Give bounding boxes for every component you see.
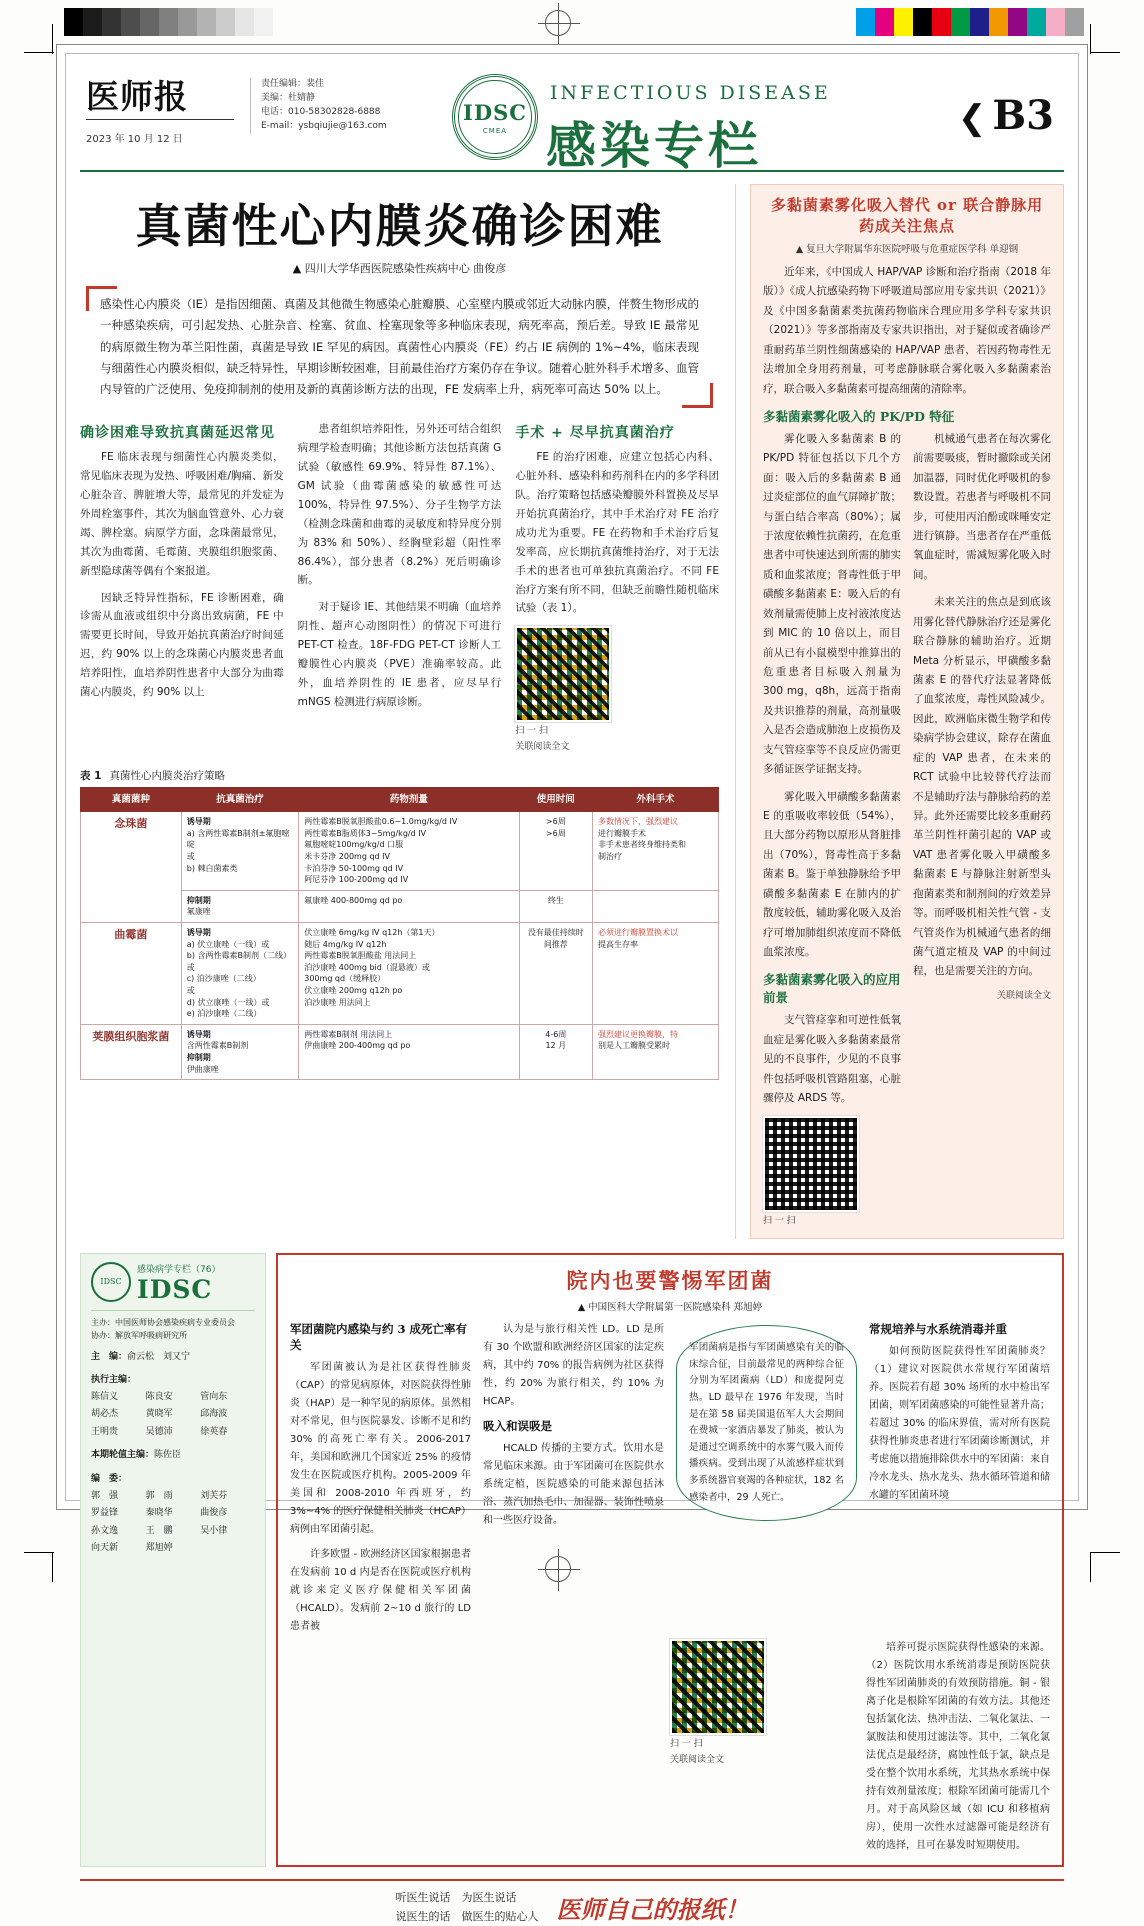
column-1-para-1: FE 临床表现与细菌性心内膜炎类似，常见临床表现为发热、呼吸困难/胸痛、新发心脏杂音、脾脏增大等，最常见的并发症为外周栓塞事件，其次为脑血管意外、心力衰竭、脾栓塞。病原学方面，念珠菌最常见，其次为曲霉菌、毛霉菌、夹膜组织胞浆菌、新型隐球菌等偶有个案报道。 bbox=[80, 451, 284, 577]
sidebar-heading: 多黏菌素雾化吸入替代 or 联合静脉用药成关注焦点 bbox=[770, 196, 1044, 235]
grayscale-calibration-bar bbox=[64, 8, 273, 36]
masthead bbox=[80, 64, 1064, 175]
table-cell-surg: 强烈建议更换瓣膜，特 别是人工瓣膜受累时 bbox=[593, 1024, 719, 1079]
editor-name: 黄晓军 bbox=[145, 1409, 173, 1420]
chief-editor-names: 俞云松 刘又宁 bbox=[127, 1351, 191, 1362]
editor-line: 责任编辑：裴佳 bbox=[261, 79, 325, 89]
column-series-title: 感染病学专栏（76） bbox=[137, 1265, 221, 1276]
qr-scan-label: 扫 一 扫 bbox=[515, 726, 549, 737]
calibration-swatch-2 bbox=[894, 8, 913, 36]
calibration-swatch-10 bbox=[1046, 8, 1065, 36]
editorial-board-box bbox=[80, 1253, 266, 1867]
editor-name: 徐英春 bbox=[200, 1426, 228, 1437]
main-article bbox=[80, 184, 736, 1239]
email-line: E-mail：ysbqiujie@163.com bbox=[261, 120, 387, 131]
rotating-editor-name: 陈佐臣 bbox=[154, 1450, 182, 1461]
editor-name: 曲俊彦 bbox=[200, 1508, 228, 1519]
idsc-seal-text: IDSC bbox=[463, 99, 527, 125]
sidebar-s1-para-2: 雾化吸入甲磺酸多黏菌素 E 的重吸收率较低（54%），且大部分药物以原形从肾脏排出（70%），肾毒性高于多黏菌素 B。鉴于单独静脉给予甲磺酸多黏菌素 E 在肺内的扩散度较低，辅助雾化吸入及治疗可增加肺组织浓度而不降低血浆浓度。 bbox=[762, 790, 901, 958]
legionella-col-4 bbox=[869, 1321, 1050, 1643]
editor-name: 邱海波 bbox=[200, 1409, 228, 1420]
table-cell-species: 荚膜组织胞浆菌 bbox=[81, 1024, 182, 1079]
calibration-swatch-5 bbox=[159, 8, 178, 36]
editor-name: 向天新 bbox=[91, 1543, 119, 1554]
footer-brush-slogan: 医师自己的报纸！ bbox=[556, 1895, 749, 1925]
table-cell-dur: >6周 >6周 bbox=[519, 812, 592, 891]
table-cell-dose: 两性霉素B脱氧胆酸盐0.6~1.0mg/kg/d IV 两性霉素B脂质体3~5mg/kg/d IV 氟胞嘧啶100mg/kg/d 口服 米卡芬净 200mg qd IV 卡泊芬净 50-100mg qd IV 阿尼芬净 100-200mg qd IV bbox=[299, 812, 519, 891]
logo-divider bbox=[86, 119, 234, 120]
sidebar-lead: 近年来，《中国成人 HAP/VAP 诊断和治疗指南（2018 年版）》《成人抗感染药物下呼吸道局部应用专家共识（2021）》及《中国多黏菌素类抗菌药物临床合理应用多学科专家共识（2021）》等多部指南及专家共识指出，对于疑似或者确诊严重耐药革兰阴性细菌感染的 HAP/VAP 患者，若因药物毒性无法增加全身用药剂量，可考虑静脉联合雾化吸入多黏菌素治疗，联合吸入多黏菌素可提高细菌的清除率。 bbox=[762, 266, 1051, 395]
sidebar-section-2-heading: 多黏菌素雾化吸入的应用前景 bbox=[762, 972, 901, 1006]
table-cell-surg: 多数情况下，强烈建议 进行瓣膜手术 非手术患者终身维持类和 制治疗 bbox=[593, 812, 719, 891]
th-duration: 使用时间 bbox=[519, 787, 592, 812]
calibration-swatch-7 bbox=[989, 8, 1008, 36]
editor-name: 管向东 bbox=[200, 1391, 228, 1402]
sidebar-s1-para-1: 雾化吸入多黏菌素 B 的 PK/PD 特征包括以下几个方面：吸入后的多黏菌素 B 通过炎症部位的血气屏障扩散；与蛋白结合率高（80%）；属于浓度依赖性抗菌药，在危重患者中可快速达到所需的肺实质和血浆浓度；肾毒性低于甲磺酸多黏菌素 E：吸入后的有效剂量需使肺上皮衬液浓度达到 MIC 的 10 倍以上，而目前从已有小鼠模型中推算出的危重患者目标吸入剂量为 300 mg，q8h，远高于指南及共识推荐的剂量，高剂量吸入是否会造成肺泡上皮损伤及支气管痉挛等不良反应仍需更多循证医学证据支持。 bbox=[762, 432, 901, 776]
calibration-swatch-7 bbox=[197, 8, 216, 36]
qr-caption: 关联阅读全文 bbox=[515, 741, 570, 752]
table-cell-dur: 终生 bbox=[519, 890, 592, 922]
calibration-swatch-3 bbox=[121, 8, 140, 36]
exec-editor-names bbox=[91, 1389, 255, 1442]
legionella-col-3 bbox=[676, 1321, 857, 1643]
editors-names bbox=[91, 1488, 255, 1558]
legionella-col3-heading: 常规培养与水系统消毒并重 bbox=[869, 1322, 1007, 1337]
article-column-1 bbox=[80, 420, 284, 753]
crop-mark-bottom-left-v bbox=[52, 1552, 53, 1582]
table-cell-species: 念珠菌 bbox=[81, 812, 182, 923]
table-row bbox=[81, 1024, 719, 1079]
legionella-col-4-cont bbox=[866, 1639, 1050, 1855]
table-cell-dur: 4-6周 12 月 bbox=[519, 1024, 592, 1079]
table-caption-text: 真菌性心内膜炎治疗策略 bbox=[109, 769, 225, 782]
calibration-swatch-2 bbox=[102, 8, 121, 36]
section-title-english: INFECTIOUS DISEASE bbox=[550, 82, 831, 104]
registration-target-top bbox=[545, 10, 571, 36]
article-byline bbox=[80, 260, 719, 276]
legionella-col2-subheading: 吸入和误吸是 bbox=[483, 1419, 552, 1434]
th-species: 真菌菌种 bbox=[81, 787, 182, 812]
table-cell-phase: 诱导期 含两性霉素B制剂 抑制期 伊曲康唑 bbox=[181, 1024, 299, 1079]
rotating-editor-label: 本期轮值主编： bbox=[91, 1450, 155, 1461]
exec-editor-label: 执行主编： bbox=[91, 1374, 137, 1385]
crop-mark-bottom-left-h bbox=[24, 1552, 54, 1553]
column-1-heading: 确诊困难导致抗真菌延迟常见 bbox=[80, 425, 275, 442]
sidebar-right-subcol bbox=[913, 430, 1051, 1228]
sidebar-left-subcol bbox=[763, 430, 901, 1228]
calibration-swatch-9 bbox=[235, 8, 254, 36]
table-cell-phase: 诱导期 a) 含两性霉素B制剂±氟胞嘧啶 或 b) 棘白菌素类 bbox=[181, 812, 299, 891]
table-cell-dose: 伏立康唑 6mg/kg IV q12h（第1天） 随后 4mg/kg IV q12h 两性霉素B脱氧胆酸盐 用法同上 泊沙康唑 400mg bid（混悬液）或 300mg qd（缓释胶） 伏立康唑 200mg q12h po 泊沙康唑 用法同上 bbox=[299, 923, 519, 1025]
treatment-strategy-table bbox=[80, 787, 719, 1081]
crop-mark-top-right-v bbox=[1090, 24, 1091, 54]
editor-name: 陈良安 bbox=[145, 1391, 173, 1402]
editor-name: 郭 强 bbox=[91, 1490, 119, 1501]
table-row bbox=[81, 812, 719, 891]
calibration-swatch-11 bbox=[1065, 8, 1084, 36]
article-column-3 bbox=[515, 420, 719, 753]
crop-mark-top-left-v bbox=[52, 24, 53, 54]
th-antifungal: 抗真菌治疗 bbox=[181, 787, 299, 812]
table-body bbox=[81, 812, 719, 1080]
table-header-row bbox=[81, 787, 719, 812]
paper-name: 医师报 bbox=[86, 77, 188, 116]
byline-text: 四川大学华西医院感染性疾病中心 曲俊彦 bbox=[304, 262, 507, 275]
chevron-left-icon: ❮ bbox=[957, 98, 987, 138]
editorial-contact bbox=[250, 78, 387, 134]
newspaper-page bbox=[56, 44, 1088, 1925]
column-1-para-2: 因缺乏特异性指标，FE 诊断困难，确诊需从血液或组织中分离出致病菌，FE 中需要更长时间，导致开始抗真菌治疗时间延迟，约 90% 以上的念珠菌心内膜炎患者血培养阳性，血培养阴性患者中大部分为曲霉菌心内膜炎，约 90% 以上 bbox=[80, 591, 284, 699]
qr-scan-label: 扫 一 扫 bbox=[762, 1216, 796, 1227]
legionella-col4-para-1: 培养可提示医院获得性感染的来源。（2）医院饮用水系统消毒是预防医院获得性军团菌肺炎的有效预防措施。铜 - 银离子化是根除军团菌的有效方法。其他还包括氯化法、热冲击法、二氧化氯法、一氯胺法和使用过滤法等。其中，二氧化氯法优点是最经济，腐蚀性低于氯，缺点是受在整个饮用水系统，尤其热水系统中保持有效剂量浓度；根除军团菌可能需几个月。对于高风险区域（如 ICU 和移植病房），使用一次性水过滤器可能是经济有效的选择，且可在暴发时短期使用。 bbox=[866, 1642, 1050, 1852]
sidebar-right-para-1: 机械通气患者在每次雾化前需要吸痰，暂时撤除或关闭加温器，同时优化呼吸机的参数设置。若患者与呼吸机不同步，可使用丙泊酚或咪唾安定进行镇静。当患者存在严重低氧血症时，需减短雾化吸入时间。 bbox=[912, 432, 1051, 581]
calibration-swatch-1 bbox=[875, 8, 894, 36]
qr-code-icon[interactable] bbox=[763, 1116, 859, 1212]
legionella-col-2 bbox=[483, 1321, 664, 1643]
calibration-swatch-0 bbox=[64, 8, 83, 36]
table-cell-surg bbox=[593, 890, 719, 922]
idsc-emblem-icon: IDSC bbox=[91, 1262, 131, 1302]
table-row bbox=[81, 923, 719, 1025]
table-cell-dur: 没有最佳持续时 间推荐 bbox=[519, 923, 592, 1025]
qr-caption: 关联阅读全文 bbox=[670, 1754, 725, 1765]
editor-name: 秦晓华 bbox=[145, 1508, 173, 1519]
page-number bbox=[958, 92, 1054, 139]
legionella-col2-para-1: 认为是与旅行相关性 LD。LD 是所有 30 个欧盟和欧洲经济区国家的法定疾病，其中约 70% 的报告病例为社区获得性，约 20% 为旅行相关，约 10% 为 HCAP。 bbox=[483, 1324, 664, 1408]
editor-name: 刘芙芬 bbox=[200, 1490, 228, 1501]
crop-mark-bottom-right-v bbox=[1090, 1552, 1091, 1582]
calibration-swatch-8 bbox=[216, 8, 235, 36]
sidebar-qr-caption: 关联阅读全文 bbox=[996, 990, 1051, 1001]
legionella-pullquote: 军团菌病是指与军团菌感染有关的临床综合征，目前最常见的两种综合征分别为军团菌病（LD）和庞提阿克热。LD 最早在 1976 年发现，当时是在第 58 届美国退伍军人大会期间在费城一家酒店暴发了肺炎，被认为是通过空调系统中的水雾气吸入而传播疾病。受到出现了从流感样症状到多系统器官衰竭的各种症状，182 名感染者中，29 人死亡。 bbox=[676, 1325, 857, 1521]
editor-name: 孙文逸 bbox=[91, 1525, 119, 1536]
editor-name: 王明贵 bbox=[91, 1426, 119, 1437]
article-lead: 感染性心内膜炎（IE）是指因细菌、真菌及其他微生物感染心脏瓣膜、心室壁内膜或邻近大动脉内膜，伴赘生物形成的一种感染疾病，可引起发热、心脏杂音、栓塞、贫血、栓塞现象等多种临床表现，病死率高，预后差。导致 IE 最常见的病原微生物为革兰阳性菌，真菌是导致 IE 罕见的病因。真菌性心内膜炎（FE）约占 IE 病例的 1%~4%，临床表现与细菌性心内膜炎相似，缺乏特异性，早期诊断较困难，目前最佳治疗方案仍存在争议。随着心脏外科手术增多、血管内导管的广泛使用、免疫抑制剂的使用及新的真菌诊断方法的出现，FE 发病率上升，病死率可高达 50% 以上。 bbox=[86, 286, 713, 408]
calibration-swatch-10 bbox=[254, 8, 273, 36]
issue-date: 2023 年 10 月 12 日 bbox=[86, 134, 183, 145]
calibration-swatch-6 bbox=[178, 8, 197, 36]
qr-code-icon[interactable] bbox=[515, 626, 611, 722]
sidebar-article bbox=[736, 184, 1064, 1239]
editor-name: 陈信义 bbox=[91, 1391, 119, 1402]
legionella-qr-block[interactable] bbox=[670, 1639, 854, 1855]
paper-logo bbox=[86, 77, 236, 145]
cmea-seal-text: CMEA bbox=[482, 126, 508, 135]
article-headline: 真菌性心内膜炎确诊困难 bbox=[135, 199, 664, 253]
column-2-para-1: 患者组织培养阳性，另外还可结合组织病理学检查明确；其他诊断方法包括真菌 G 试验（敏感性 69.9%、特异性 87.1%）、GM 试验（曲霉菌感染的敏感性可达 100%，特异性 97.5%）、分子生物学方法（检测念珠菌和曲霉的灵敏度和特异度分别为 83% 和 50%）、经胸壁彩超（阳性率 86.4%），部分患者（8.2%）死后明确诊断。 bbox=[297, 423, 502, 587]
table-cell-dose: 氟康唑 400-800mg qd po bbox=[299, 890, 519, 922]
legionella-article bbox=[276, 1253, 1064, 1867]
th-surgery: 外科手术 bbox=[593, 787, 719, 812]
staff-list bbox=[91, 1349, 255, 1558]
editor-name: 吴德沛 bbox=[145, 1426, 173, 1437]
table-cell-dose: 两性霉素B制剂 用法同上 伊曲康唑 200-400mg qd po bbox=[299, 1024, 519, 1079]
idsc-column-logo bbox=[91, 1262, 255, 1311]
calibration-swatch-9 bbox=[1027, 8, 1046, 36]
page-number-label: B3 bbox=[992, 92, 1054, 139]
calibration-swatch-0 bbox=[856, 8, 875, 36]
host-line-2: 协办：解放军呼吸病研究所 bbox=[91, 1330, 187, 1340]
footer-slogan-line-1: 听医生说话 为医生说话 bbox=[395, 1891, 517, 1905]
legionella-col-1 bbox=[290, 1321, 471, 1643]
phone-line: 电话：010-58302828-6888 bbox=[261, 106, 381, 117]
sidebar-section-1-heading: 多黏菌素雾化吸入的 PK/PD 特征 bbox=[762, 408, 955, 424]
column-2-para-2: 对于疑诊 IE、其他结果不明确（血培养阴性、超声心动图阴性）的情况下可进行 PET-CT 检查。18F-FDG PET-CT 诊断人工瓣膜性心内膜炎（PVE）准确率较高。此外，血培养阴性的 IE 患者，应尽早行 mNGS 检测进行病原诊断。 bbox=[297, 601, 502, 708]
editor-name: 郑旭婷 bbox=[145, 1543, 173, 1554]
table-cell-phase: 诱导期 a) 伏立康唑（一线）或 b) 含两性霉素B制剂（二线）或 c) 泊沙康唑（二线） 或 d) 伏立康唑（一线）或 e) 泊沙康唑（二线） bbox=[181, 923, 299, 1025]
color-calibration-bar bbox=[856, 8, 1084, 36]
legionella-col1-para-2: 许多欧盟 - 欧洲经济区国家根据患者在发病前 10 d 内是否在医院或医疗机构就诊来定义医疗保健相关军团菌（HCALD）。发病前 2~10 d 旅行的 LD 患者被 bbox=[290, 1549, 471, 1633]
calibration-swatch-4 bbox=[932, 8, 951, 36]
polymyxin-box bbox=[750, 184, 1064, 1239]
footer-slogan bbox=[396, 1889, 539, 1926]
table-cell-surg: 必须进行瓣膜置换术以 提高生存率 bbox=[593, 923, 719, 1025]
crop-mark-bottom-right-h bbox=[1090, 1552, 1120, 1553]
calibration-swatch-1 bbox=[83, 8, 102, 36]
sidebar-qr-block[interactable] bbox=[763, 1116, 901, 1228]
article-qr-block[interactable] bbox=[515, 626, 719, 753]
calibration-swatch-6 bbox=[970, 8, 989, 36]
editor-name: 王 鹏 bbox=[145, 1525, 173, 1536]
calibration-swatch-4 bbox=[140, 8, 159, 36]
qr-scan-label: 扫 一 扫 bbox=[670, 1739, 703, 1750]
table-caption-label: 表 1 bbox=[80, 769, 102, 782]
calibration-swatch-8 bbox=[1008, 8, 1027, 36]
crop-mark-top-left-h bbox=[24, 52, 54, 53]
section-title-chinese: 感染专栏 bbox=[546, 116, 762, 175]
triangle-bullet-icon: ▲ bbox=[292, 262, 302, 275]
column-3-heading: 手术 + 尽早抗真菌治疗 bbox=[515, 425, 675, 442]
qr-code-icon[interactable] bbox=[670, 1639, 766, 1735]
legionella-byline: ▲ 中国医科大学附属第一医院感染科 郑旭婷 bbox=[577, 1302, 763, 1314]
sidebar-s2-para-1: 支气管痉挛和可逆性低氧血症是雾化吸入多黏菌素最常见的不良事件，少见的不良事件包括呼吸机管路阻塞，心脏骤停及 ARDS 等。 bbox=[762, 1014, 901, 1105]
editor-name: 吴小律 bbox=[200, 1525, 228, 1536]
calibration-swatch-5 bbox=[951, 8, 970, 36]
table-cell-phase: 抑制期 氟康唑 bbox=[181, 890, 299, 922]
sidebar-right-para-2: 未来关注的焦点是到底该用雾化替代静脉治疗还是雾化联合静脉的辅助治疗。近期 Meta 分析显示，甲磺酸多黏菌素 E 的替代疗法显著降低了血浆浓度，毒性风险减少。因此，欧洲临床微生物学和传染病学协会建议，除存在菌血症的 VAP 患者，在未来的 RCT 试验中比较替代疗法而不是辅助疗法与静脉给药的差异。此外还需要比较多重耐药革兰阴性杆菌引起的 VAP 或 VAT 患者雾化吸入甲磺酸多黏菌素 E 与静脉注射新型头孢菌素类和制剂间的疗效差异等。而呼吸机相关性气管 - 支气管炎作为机械通气患者的细菌气道定植及 VAP 的中间过程，也是需要关注的方向。 bbox=[912, 596, 1051, 978]
chief-editor-label: 主 编： bbox=[91, 1351, 128, 1362]
editors-label: 编 委： bbox=[91, 1473, 128, 1484]
host-line-1: 主办：中国医师协会感染疾病专业委员会 bbox=[91, 1318, 235, 1328]
calibration-swatch-3 bbox=[913, 8, 932, 36]
idsc-seal-logo bbox=[452, 74, 538, 160]
article-column-2 bbox=[298, 420, 502, 753]
column-3-para-1: FE 的治疗困难，应建立包括心内科、心脏外科、感染科和药剂科在内的多学科团队。治疗策略包括感染瓣膜外科置换及尽早开始抗真菌治疗，其中手术治疗对 FE 治疗成功尤为重要。FE 在药物和手术治疗后复发率高，应长期抗真菌维持治疗，对于无法手术的患者也可单独抗真菌治疗。不同 FE 治疗方案有所不同，但缺乏前瞻性随机临床试验（表 1）。 bbox=[515, 451, 719, 615]
footer-slogan-line-2: 说医生的话 做医生的贴心人 bbox=[395, 1909, 539, 1923]
table-cell-species: 曲霉菌 bbox=[81, 923, 182, 1025]
th-dose: 药物剂量 bbox=[299, 787, 519, 812]
legionella-col2-para-2: HCALD 传播的主要方式。饮用水是常见临床来源。由于军团菌可在医院供水系统定植，医院感染的可能来源包括沐浴、蒸汽加热毛巾、加湿器、装饰性喷泉和一些医疗设备。 bbox=[483, 1443, 664, 1527]
table-caption bbox=[80, 768, 719, 783]
legionella-col1-para-1: 军团菌被认为是社区获得性肺炎（CAP）的常见病原体，对医院获得性肺炎（HAP）是一种罕见的病原体。虽然相对不常见，但与医院暴发、诊断不足和约 30% 的高死亡率有关。2006-2017 年，美国和欧洲几个国家近 25% 的疫情发生在医院或医疗机构。2005-2009 年美国和 2008-2010 年西班牙，约 3%~4% 的医疗保健相关肺炎（HCAP）病例由军团菌引起。 bbox=[290, 1362, 471, 1536]
editor-name: 罗益锋 bbox=[91, 1508, 119, 1519]
designer-line: 美编：杜婧静 bbox=[261, 92, 316, 103]
idsc-wordmark: IDSC bbox=[137, 1275, 213, 1305]
editor-name: 郭 雨 bbox=[145, 1490, 173, 1501]
legionella-heading: 院内也要警惕军团菌 bbox=[566, 1268, 774, 1294]
crop-mark-top-right-h bbox=[1090, 52, 1120, 53]
sidebar-byline: ▲ 复旦大学附属华东医院呼吸与危重症医学科 单迎钢 bbox=[795, 244, 1019, 255]
page-footer bbox=[80, 1879, 1064, 1926]
legionella-col1-heading: 军团菌院内感染与约 3 成死亡率有关 bbox=[290, 1322, 468, 1353]
legionella-col3-para-1: 如何预防医院获得性军团菌肺炎？（1）建议对医院供水常规行军团菌培养。医院若有超 30% 场所的水中检出军团菌，则军团菌感染的可能性显著升高；若超过 30% 的临床界值，需对所有医院获得性肺炎患者进行军团菌诊断测试，并考虑施以措施排除供水中的军团菌：来自冷水龙头、热水龙头、热水循环管道和储水罐的军团菌环境 bbox=[869, 1346, 1050, 1502]
host-organizations bbox=[91, 1317, 255, 1343]
editor-name: 胡必杰 bbox=[91, 1409, 119, 1420]
